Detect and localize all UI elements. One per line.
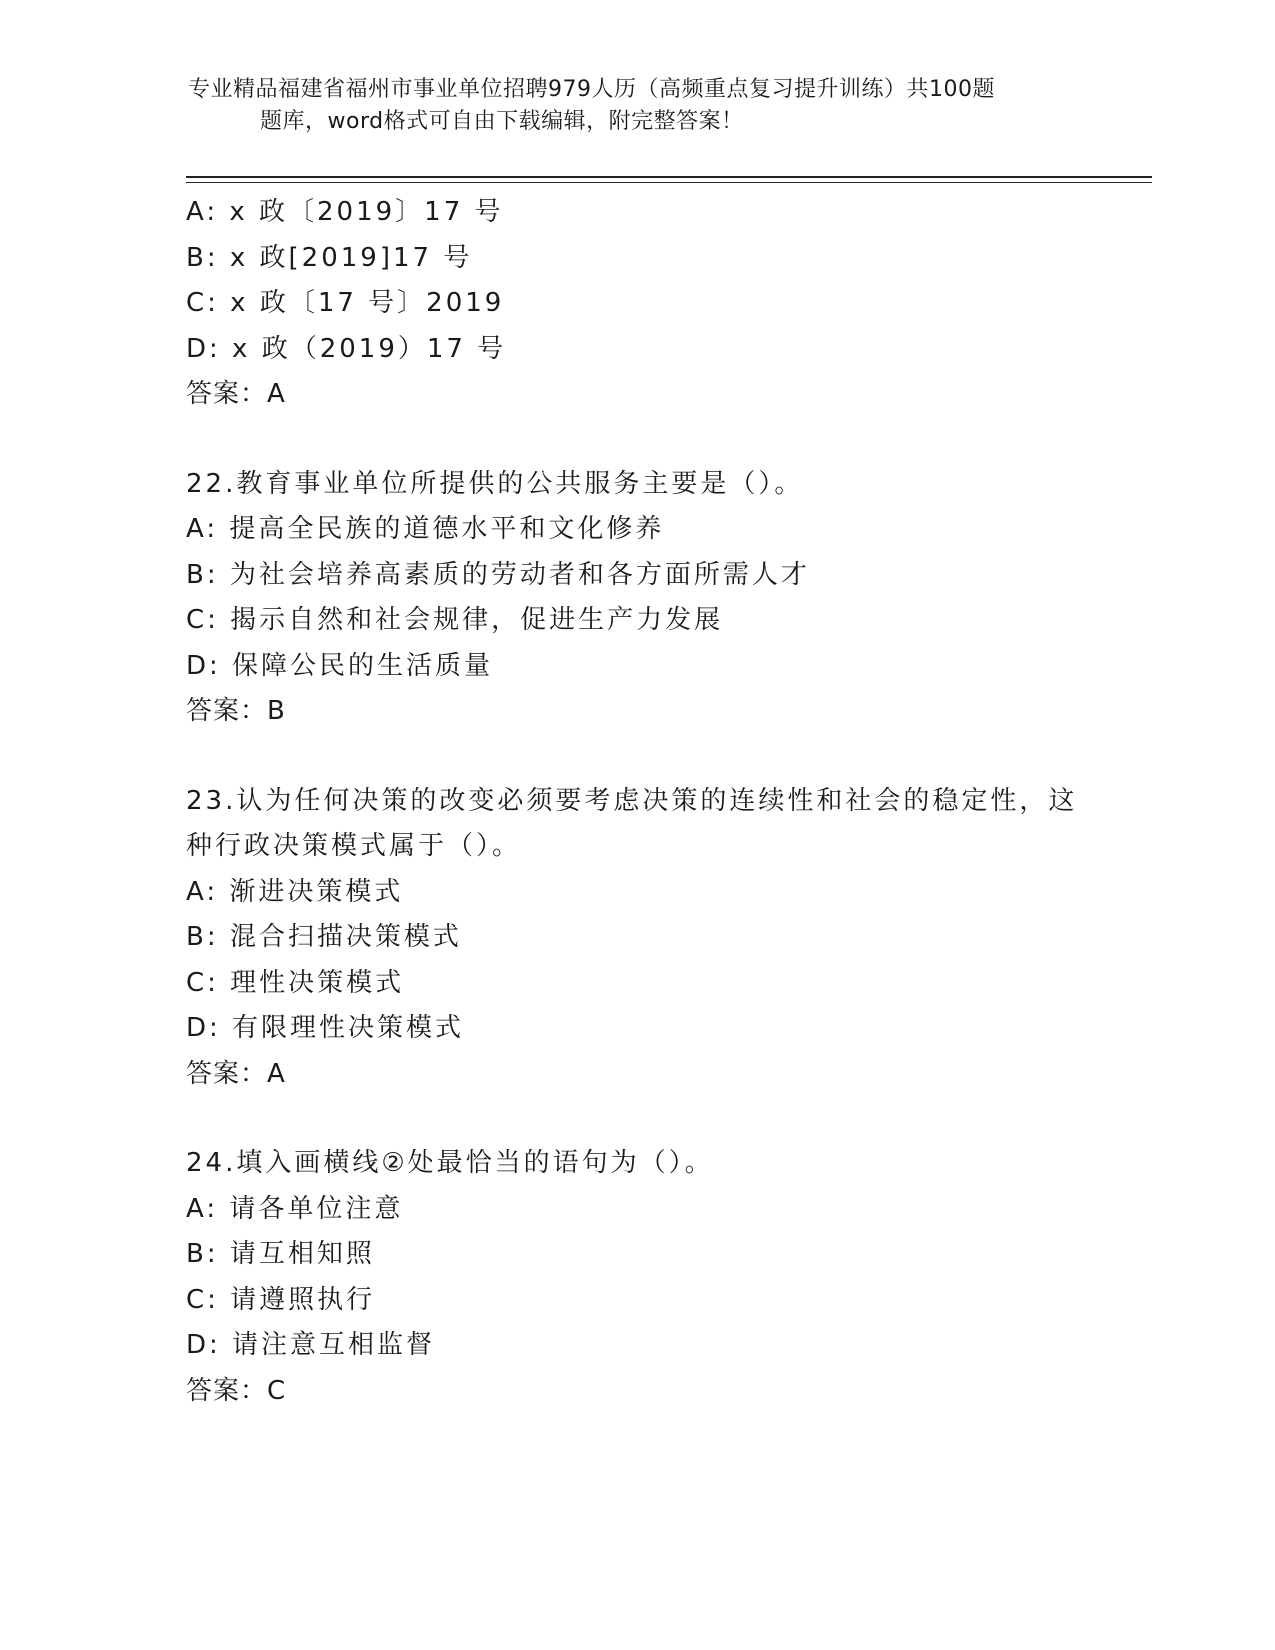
option-a: A: 渐进决策模式 [186,876,404,907]
answer-line: 答案：A [186,379,286,409]
block-gap [186,418,1086,462]
option-a: A: 请各单位注意 [186,1193,404,1224]
answer-line: 答案：C [186,1375,287,1406]
option-a: A: 提高全民族的道德水平和文化修养 [186,514,665,544]
header-line-1: 专业精品福建省福州市事业单位招聘979人历（高频重点复习提升训练）共100题 [188,77,995,102]
block-gap [186,1097,1086,1141]
question-list [186,190,1086,1414]
option-d: D: 保障公民的生活质量 [186,650,494,681]
option-b: B: 为社会培养高素质的劳动者和各方面所需人才 [186,559,810,590]
option-b: B: 请互相知照 [186,1239,375,1269]
option-c: C: 理性决策模式 [186,967,405,998]
answer-line: 答案：A [186,1058,286,1089]
question-block-23 [186,779,1086,1098]
header-line-2: 题库，word格式可自由下载编辑，附完整答案！ [260,109,744,134]
option-d: D: 请注意互相监督 [186,1330,436,1360]
question-block-24 [186,1141,1086,1414]
page-header [188,74,1088,138]
option-b: B: x 政[2019]17 号 [186,242,473,273]
option-a: A: x 政〔2019〕17 号 [186,197,504,227]
header-divider [186,176,1152,183]
block-gap [186,735,1086,779]
question-block-22 [186,462,1086,735]
option-c: C: 揭示自然和社会规律，促进生产力发展 [186,605,724,635]
question-text-line-1: 23.认为任何决策的改变必须要考虑决策的连续性和社会的稳定性，这 [186,785,1078,816]
option-d: D: 有限理性决策模式 [186,1013,465,1043]
option-b: B: 混合扫描决策模式 [186,922,462,952]
question-text: 22.教育事业单位所提供的公共服务主要是（）。 [186,468,804,499]
option-c: C: x 政〔17 号〕2019 [186,288,505,318]
answer-line: 答案：B [186,696,286,726]
option-c: C: 请遵照执行 [186,1284,376,1315]
option-d: D: x 政（2019）17 号 [186,333,507,364]
question-block-21 [186,190,1086,418]
question-text: 24.填入画横线②处最恰当的语句为（）。 [186,1148,714,1178]
question-text-line-2: 种行政决策模式属于（）。 [186,831,522,861]
